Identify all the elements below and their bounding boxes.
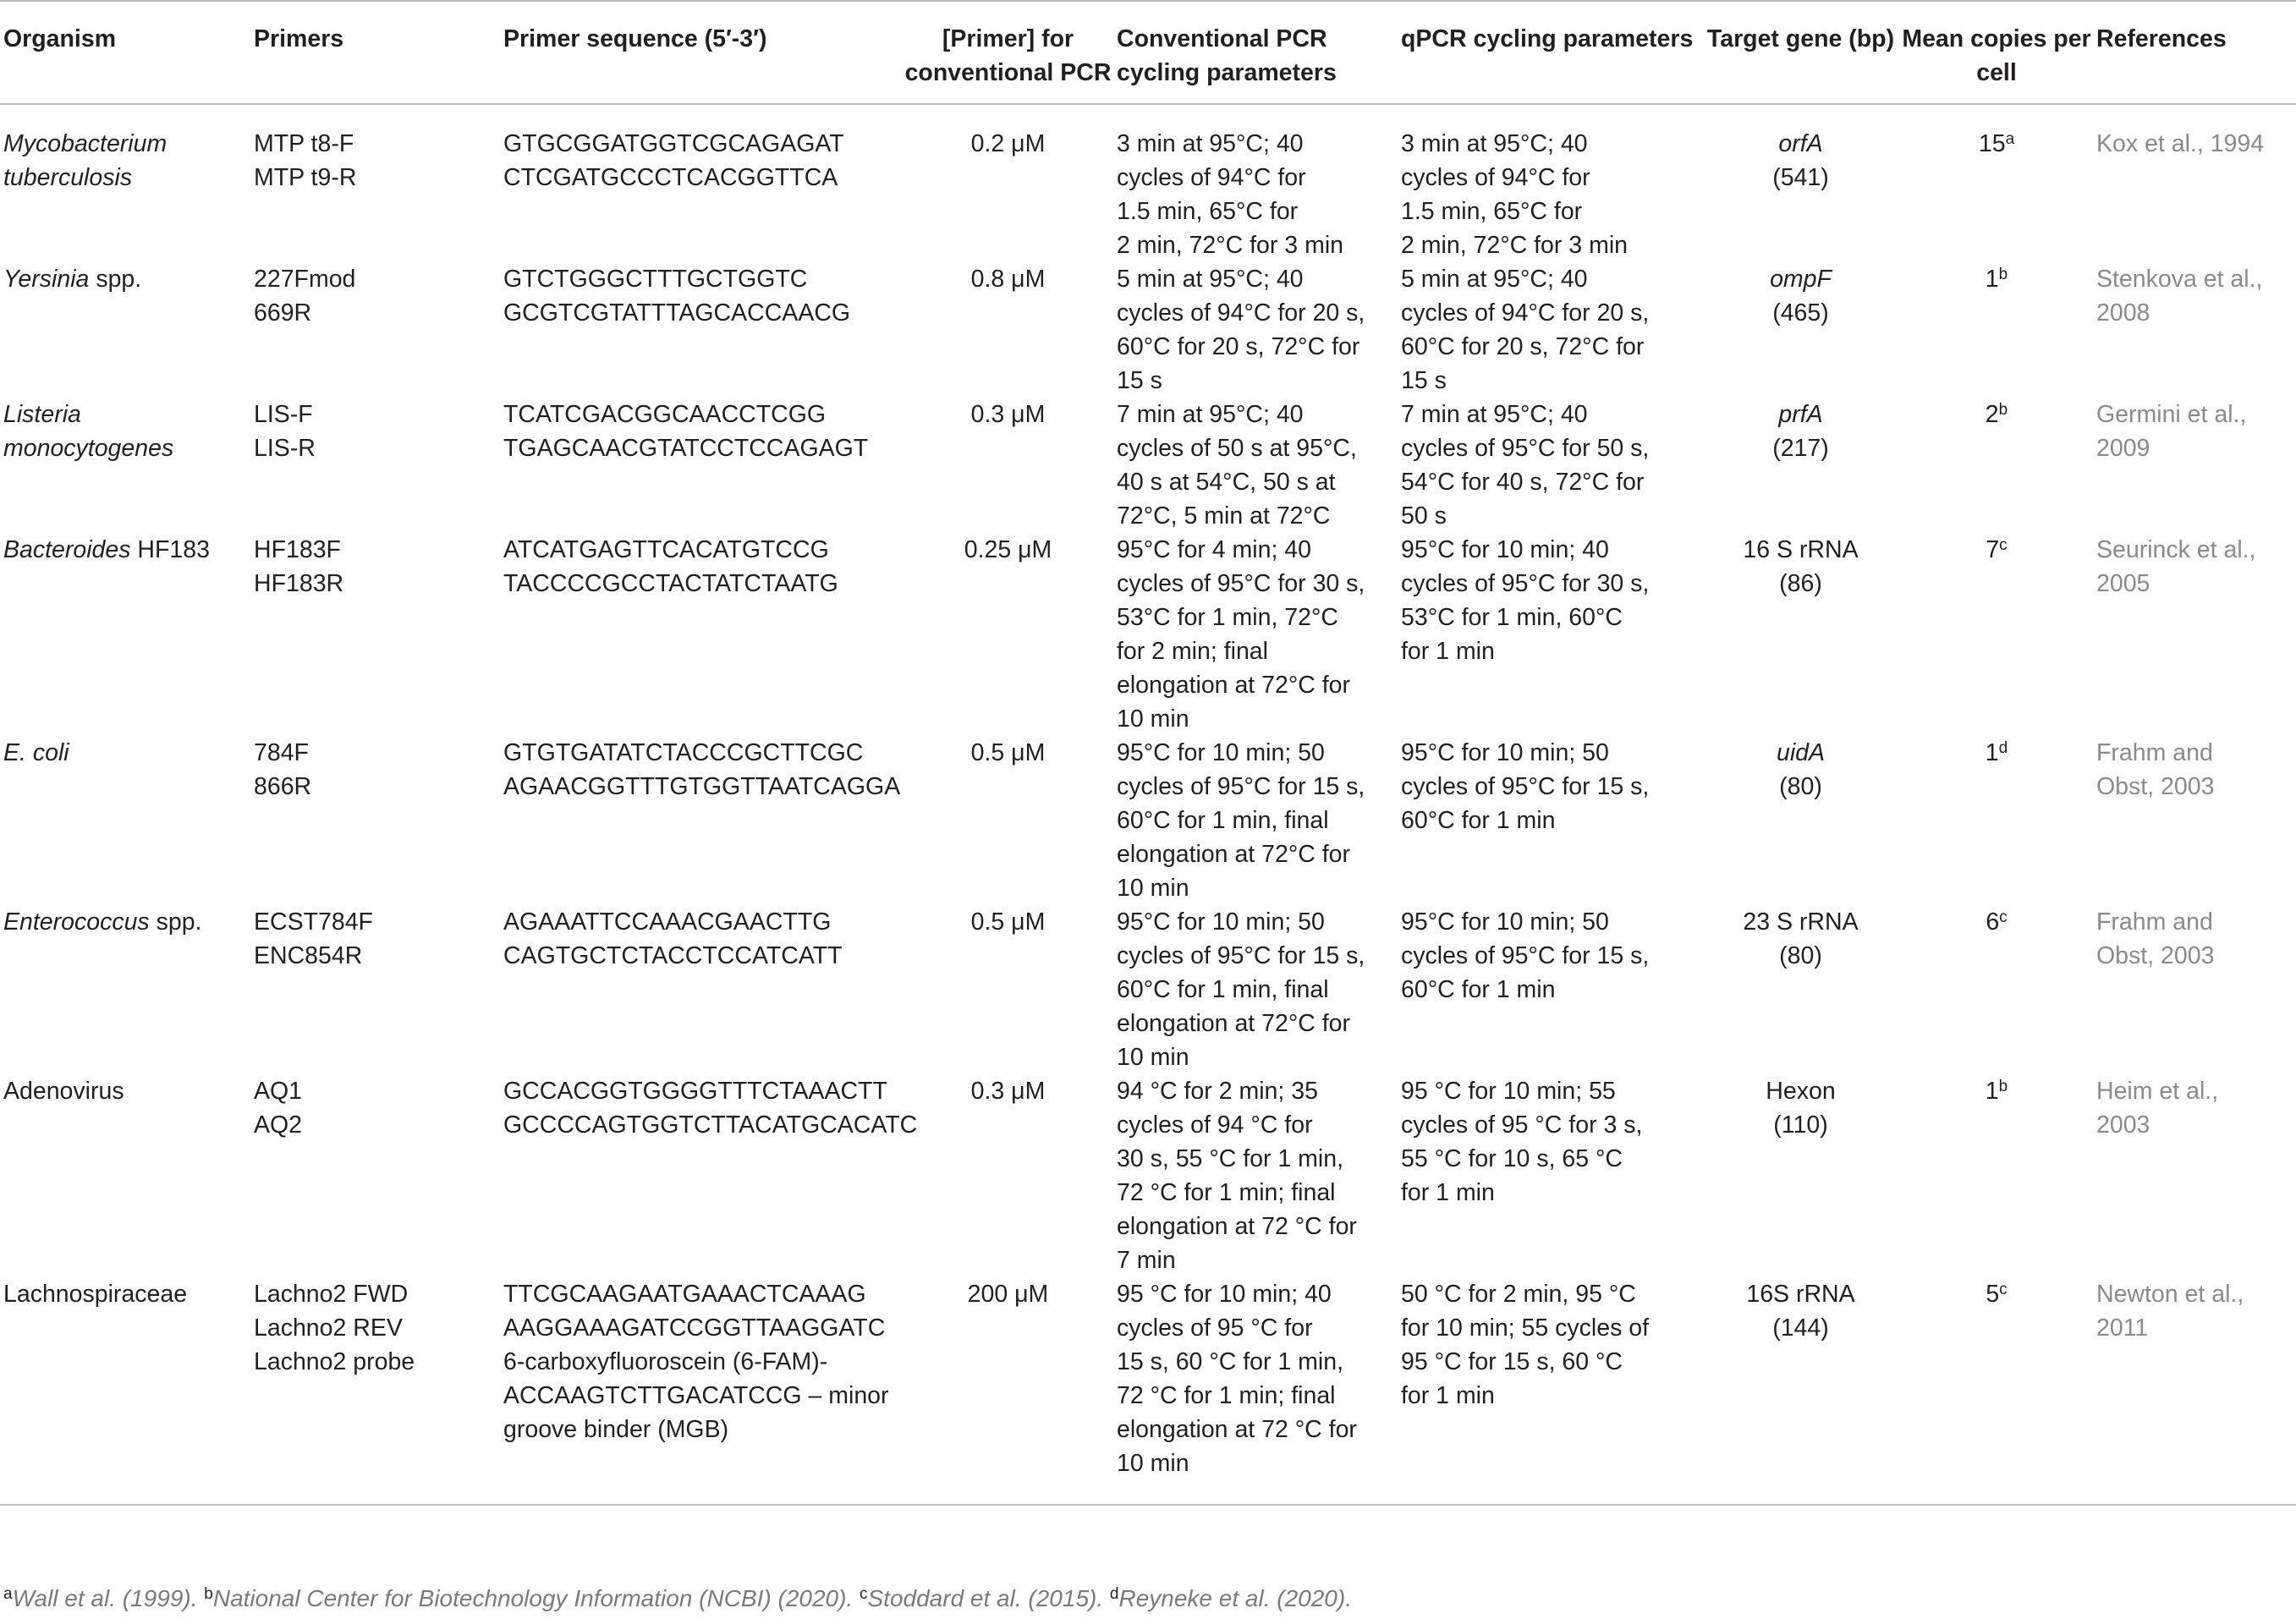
cell-primer-sequence: GCCACGGTGGGGTTTCTAAACTT GCCCCAGTGGTCTTACATGCACATC bbox=[503, 1078, 918, 1139]
cell-primers: MTP t8-F MTP t9-R bbox=[254, 130, 357, 191]
cell-mean-copies bbox=[1897, 736, 2093, 905]
copies-footnote-mark: c bbox=[1999, 536, 2008, 554]
footnote-citation[interactable]: Wall et al. (1999). bbox=[12, 1585, 198, 1611]
organism-italic: Enterococcus bbox=[3, 908, 150, 936]
target-gene-bp: (217) bbox=[1772, 435, 1829, 462]
organism-suffix: spp. bbox=[89, 266, 142, 293]
cell-qpcr: 95°C for 10 min; 50 cycles of 95°C for 15 s, 60°C for 1 min bbox=[1401, 908, 1650, 1003]
cell-primer-sequence: ATCATGAGTTCACATGTCCG TACCCCGCCTACTATCTAATG bbox=[503, 536, 838, 597]
copies-footnote-mark: b bbox=[1998, 1078, 2008, 1095]
cell-conventional-pcr: 5 min at 95°C; 40 cycles of 94°C for 20 s, 60°C for 20 s, 72°C for 15 s bbox=[1117, 266, 1365, 394]
cell-conventional-pcr: 95°C for 4 min; 40 cycles of 95°C for 30 s, 53°C for 1 min, 72°C for 2 min; final elongation at 72°C for 10 min bbox=[1117, 536, 1365, 733]
organism-italic: E. coli bbox=[3, 739, 69, 766]
footnote-mark: d bbox=[1109, 1585, 1119, 1603]
header-organism: Organism bbox=[3, 25, 117, 52]
copies-value: 5 bbox=[1986, 1281, 2000, 1308]
footnote-mark: b bbox=[204, 1585, 213, 1603]
cell-target-gene bbox=[1701, 104, 1897, 262]
cell-primer-sequence: GTCTGGGCTTTGCTGGTC GCGTCGTATTTAGCACCAACG bbox=[503, 266, 851, 327]
target-gene-bp: (465) bbox=[1772, 299, 1829, 327]
copies-value: 7 bbox=[1986, 536, 2000, 563]
copies-value: 6 bbox=[1986, 908, 2000, 936]
cell-target-gene bbox=[1701, 398, 1897, 533]
organism-suffix: Adenovirus bbox=[3, 1078, 124, 1105]
target-gene-name: prfA bbox=[1778, 401, 1823, 428]
table-row bbox=[0, 905, 2296, 1074]
table-row bbox=[0, 398, 2296, 533]
cell-conventional-pcr: 95 °C for 10 min; 40 cycles of 95 °C for 15 s, 60 °C for 1 min, 72 °C for 1 min; final elongation at 72 °C for 10 min bbox=[1117, 1281, 1357, 1477]
cell-primers: Lachno2 FWD Lachno2 REV Lachno2 probe bbox=[254, 1281, 415, 1375]
target-gene-name: orfA bbox=[1778, 130, 1823, 157]
target-gene-name: 16 S rRNA bbox=[1743, 536, 1859, 563]
footnote-citation[interactable]: Reyneke et al. (2020). bbox=[1118, 1585, 1352, 1611]
cell-conventional-pcr: 95°C for 10 min; 50 cycles of 95°C for 15 s, 60°C for 1 min, final elongation at 72°C for 10 min bbox=[1117, 739, 1365, 902]
cell-reference[interactable]: Heim et al., 2003 bbox=[2096, 1078, 2219, 1139]
cell-qpcr: 95 °C for 10 min; 55 cycles of 95 °C for 3 s, 55 °C for 10 s, 65 °C for 1 min bbox=[1401, 1078, 1643, 1206]
cell-primers: AQ1 AQ2 bbox=[254, 1078, 303, 1139]
target-gene-bp: (86) bbox=[1779, 570, 1822, 597]
table-footnotes bbox=[3, 1582, 1352, 1616]
cell-organism bbox=[0, 398, 250, 533]
table-row bbox=[0, 1277, 2296, 1505]
cell-organism bbox=[0, 905, 250, 1074]
table-row bbox=[0, 1074, 2296, 1277]
copies-value: 2 bbox=[1985, 401, 1999, 428]
copies-value: 15 bbox=[1978, 130, 2006, 157]
cell-reference[interactable]: Stenkova et al., 2008 bbox=[2096, 266, 2263, 327]
footnote-citation[interactable]: National Center for Biotechnology Information (NCBI) (2020). bbox=[212, 1585, 854, 1611]
target-gene-bp: (80) bbox=[1779, 773, 1822, 800]
copies-value: 1 bbox=[1985, 266, 1999, 293]
cell-organism bbox=[0, 736, 250, 905]
target-gene-name: Hexon bbox=[1766, 1078, 1836, 1105]
cell-target-gene bbox=[1701, 736, 1897, 905]
cell-reference[interactable]: Seurinck et al., 2005 bbox=[2096, 536, 2256, 597]
cell-organism bbox=[0, 533, 250, 736]
cell-primer-sequence: TCATCGACGGCAACCTCGG TGAGCAACGTATCCTCCAGAGT bbox=[503, 401, 869, 462]
cell-target-gene bbox=[1701, 1277, 1897, 1505]
copies-footnote-mark: c bbox=[1999, 1281, 2008, 1298]
target-gene-bp: (541) bbox=[1772, 164, 1829, 191]
copies-footnote-mark: b bbox=[1998, 401, 2008, 419]
cell-reference[interactable]: Germini et al., 2009 bbox=[2096, 401, 2247, 462]
organism-suffix: HF183 bbox=[130, 536, 210, 563]
cell-organism bbox=[0, 1277, 250, 1505]
target-gene-name: ompF bbox=[1770, 266, 1832, 293]
cell-primer-concentration: 0.25 μM bbox=[964, 536, 1052, 563]
cell-qpcr: 50 °C for 2 min, 95 °C for 10 min; 55 cycles of 95 °C for 15 s, 60 °C for 1 min bbox=[1401, 1281, 1650, 1409]
cell-qpcr: 7 min at 95°C; 40 cycles of 95°C for 50 s, 54°C for 40 s, 72°C for 50 s bbox=[1401, 401, 1650, 530]
cell-primer-sequence: TTCGCAAGAATGAAACTCAAAG AAGGAAAGATCCGGTTAAGGATC 6-carboxyfluoroscein (6-FAM)- ACCAAGTCTTGACATCCG – minor groove binder (MGB) bbox=[503, 1281, 889, 1443]
copies-value: 1 bbox=[1985, 1078, 1999, 1105]
header-mean-copies: Mean copies per cell bbox=[1902, 25, 2091, 86]
copies-footnote-mark: b bbox=[1998, 266, 2008, 283]
cell-qpcr: 5 min at 95°C; 40 cycles of 94°C for 20 s, 60°C for 20 s, 72°C for 15 s bbox=[1401, 266, 1650, 394]
cell-primer-sequence: GTGCGGATGGTCGCAGAGAT CTCGATGCCCTCACGGTTCA bbox=[503, 130, 844, 191]
cell-reference[interactable]: Kox et al., 1994 bbox=[2096, 130, 2265, 157]
cell-primers: HF183F HF183R bbox=[254, 536, 344, 597]
cell-primer-concentration: 0.2 μM bbox=[970, 130, 1046, 157]
target-gene-bp: (80) bbox=[1779, 942, 1822, 969]
cell-primer-sequence: AGAAATTCCAAACGAACTTG CAGTGCTCTACCTCCATCATT bbox=[503, 908, 843, 969]
cell-mean-copies bbox=[1897, 533, 2093, 736]
organism-italic: Mycobacterium tuberculosis bbox=[3, 130, 168, 191]
copies-footnote-mark: d bbox=[1998, 739, 2008, 757]
copies-value: 1 bbox=[1985, 739, 1999, 766]
cell-primers: LIS-F LIS-R bbox=[254, 401, 316, 462]
cell-primer-concentration: 0.5 μM bbox=[970, 908, 1046, 936]
cell-mean-copies bbox=[1897, 104, 2093, 262]
cell-mean-copies bbox=[1897, 262, 2093, 398]
header-primers: Primers bbox=[254, 25, 344, 52]
header-primer-sequence: Primer sequence (5′-3′) bbox=[503, 25, 767, 52]
cell-target-gene bbox=[1701, 905, 1897, 1074]
cell-conventional-pcr: 3 min at 95°C; 40 cycles of 94°C for 1.5 min, 65°C for 2 min, 72°C for 3 min bbox=[1117, 130, 1343, 259]
target-gene-bp: (144) bbox=[1772, 1314, 1829, 1342]
target-gene-name: uidA bbox=[1776, 739, 1826, 766]
header-references: References bbox=[2096, 25, 2227, 52]
table-row bbox=[0, 104, 2296, 262]
copies-footnote-mark: a bbox=[2005, 130, 2015, 148]
header-qpcr: qPCR cycling parameters bbox=[1401, 25, 1694, 52]
header-target-gene: Target gene (bp) bbox=[1706, 25, 1895, 52]
table-row bbox=[0, 533, 2296, 736]
footnote-mark: a bbox=[3, 1585, 13, 1603]
table-body bbox=[0, 104, 2296, 1505]
cell-primers: 784F 866R bbox=[254, 739, 312, 800]
cell-mean-copies bbox=[1897, 905, 2093, 1074]
header-conventional-pcr: Conventional PCR cycling parameters bbox=[1117, 25, 1337, 86]
cell-qpcr: 3 min at 95°C; 40 cycles of 94°C for 1.5 min, 65°C for 2 min, 72°C for 3 min bbox=[1401, 130, 1628, 259]
cell-primers: 227Fmod 669R bbox=[254, 266, 356, 327]
cell-mean-copies bbox=[1897, 398, 2093, 533]
cell-primer-concentration: 200 μM bbox=[967, 1281, 1049, 1308]
cell-organism bbox=[0, 104, 250, 262]
cell-target-gene bbox=[1701, 1074, 1897, 1277]
organism-suffix: Lachnospiraceae bbox=[3, 1281, 188, 1308]
cell-target-gene bbox=[1701, 262, 1897, 398]
cell-conventional-pcr: 95°C for 10 min; 50 cycles of 95°C for 15 s, 60°C for 1 min, final elongation at 72°C for 10 min bbox=[1117, 908, 1365, 1071]
cell-organism bbox=[0, 1074, 250, 1277]
cell-mean-copies bbox=[1897, 1277, 2093, 1505]
cell-primer-sequence: GTGTGATATCTACCCGCTTCGC AGAACGGTTTGTGGTTAATCAGGA bbox=[503, 739, 901, 800]
header-row bbox=[0, 1, 2296, 104]
cell-reference[interactable]: Newton et al., 2011 bbox=[2096, 1281, 2244, 1342]
cell-reference[interactable]: Frahm and Obst, 2003 bbox=[2096, 908, 2215, 969]
cell-primer-concentration: 0.5 μM bbox=[970, 739, 1046, 766]
cell-primer-concentration: 0.3 μM bbox=[970, 1078, 1046, 1105]
table-row bbox=[0, 262, 2296, 398]
target-gene-name: 23 S rRNA bbox=[1743, 908, 1859, 936]
target-gene-name: 16S rRNA bbox=[1746, 1281, 1855, 1308]
cell-conventional-pcr: 94 °C for 2 min; 35 cycles of 94 °C for 30 s, 55 °C for 1 min, 72 °C for 1 min; final elongation at 72 °C for 7 min bbox=[1117, 1078, 1357, 1274]
organism-italic: Bacteroides bbox=[3, 536, 131, 563]
cell-primer-concentration: 0.3 μM bbox=[970, 401, 1046, 428]
organism-suffix: spp. bbox=[149, 908, 202, 936]
organism-italic: Listeria monocytogenes bbox=[3, 401, 174, 462]
copies-footnote-mark: c bbox=[1999, 908, 2008, 926]
cell-qpcr: 95°C for 10 min; 40 cycles of 95°C for 30 s, 53°C for 1 min, 60°C for 1 min bbox=[1401, 536, 1650, 665]
cell-primers: ECST784F ENC854R bbox=[254, 908, 373, 969]
cell-target-gene bbox=[1701, 533, 1897, 736]
header-primer-concentration: [Primer] for conventional PCR bbox=[904, 25, 1112, 86]
cell-qpcr: 95°C for 10 min; 50 cycles of 95°C for 15 s, 60°C for 1 min bbox=[1401, 739, 1650, 834]
cell-mean-copies bbox=[1897, 1074, 2093, 1277]
footnote-citation[interactable]: Stoddard et al. (2015). bbox=[867, 1585, 1104, 1611]
organism-italic: Yersinia bbox=[3, 266, 90, 293]
cell-conventional-pcr: 7 min at 95°C; 40 cycles of 50 s at 95°C, 40 s at 54°C, 50 s at 72°C, 5 min at 72°C bbox=[1117, 401, 1357, 530]
table-header bbox=[0, 1, 2296, 104]
target-gene-bp: (110) bbox=[1773, 1111, 1828, 1139]
cell-organism bbox=[0, 262, 250, 398]
table-row bbox=[0, 736, 2296, 905]
cell-primer-concentration: 0.8 μM bbox=[970, 266, 1046, 293]
footnote-mark: c bbox=[860, 1585, 868, 1603]
cell-reference[interactable]: Frahm and Obst, 2003 bbox=[2096, 739, 2215, 800]
